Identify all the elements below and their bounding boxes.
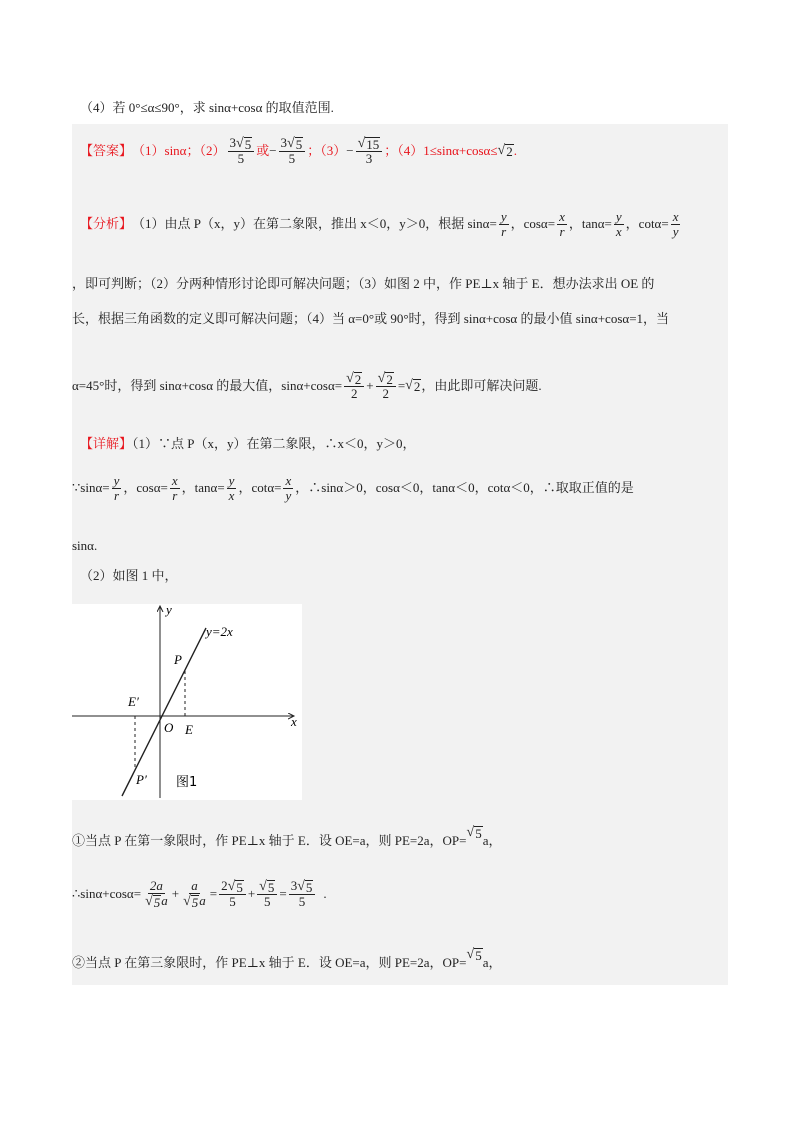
answer-part1: （1）sinα；（2） <box>132 143 226 158</box>
detail-line-4: （2）如图 1 中， <box>80 568 178 583</box>
case1-plus-2: + <box>247 886 256 901</box>
detail-cos: ，cosα= <box>123 480 168 495</box>
detail-line-2 <box>72 466 634 510</box>
frac-sin: $\frac{y}{r}$ <box>500 208 507 239</box>
equals-sign: = <box>397 378 406 393</box>
case1-line-1 <box>72 826 501 856</box>
analysis-text-4b: ，由此即可解决问题. <box>421 378 542 393</box>
answer-minus-2: − <box>346 143 354 158</box>
case1-plus-1: + <box>171 886 180 901</box>
answer-minus-1: − <box>269 143 277 158</box>
answer-or: 或 <box>256 143 270 158</box>
case1-eq-1: = <box>209 886 218 901</box>
case1-sum-label: ∴sinα+cosα= <box>72 886 142 901</box>
answer-end: . <box>513 143 517 158</box>
case1-eq-2: = <box>279 886 287 901</box>
case1-frac-4: √ 5 5 <box>257 879 277 909</box>
answer-label: 【答案】 <box>80 143 133 158</box>
case2-text: ②当点 P 在第三象限时，作 PE⊥x 轴于 E．设 OE=a，则 PE=2a，OP= <box>72 955 467 970</box>
plus-sign: + <box>366 378 374 393</box>
figure-1 <box>72 604 302 800</box>
frac-cot: $\frac{x}{y}$ <box>672 208 679 239</box>
detail-text-1: （1）∵点 P（x，y）在第二象限，∴x＜0，y＞0， <box>132 436 416 451</box>
frac-sqrt2-over-2-a: √ 2 2 <box>344 371 364 401</box>
detail-text-2b: ，∴sinα＞0，cosα＜0，tanα＜0，cotα＜0，∴取取正值的是 <box>295 480 634 495</box>
frac-tan: $\frac{y}{x}$ <box>615 208 622 239</box>
answer-fraction-1: 3 √ 5 5 <box>228 136 255 166</box>
answer-part4: ；（4）1≤sinα+cosα≤ <box>384 143 498 158</box>
answer-part3: ；（3） <box>307 143 347 158</box>
detail-frac-cot: $\frac{x}{y}$ <box>285 472 292 503</box>
label-p: P <box>174 652 182 667</box>
sqrt-2-result: √ 2 <box>405 378 421 394</box>
answer-sqrt-2: √ 2 <box>497 143 513 159</box>
detail-frac-tan: $\frac{y}{x}$ <box>228 472 235 503</box>
figure-caption: 图1 <box>176 775 198 790</box>
frac-sqrt2-over-2-b: √ 2 2 <box>376 371 396 401</box>
detail-frac-sin: $\frac{y}{r}$ <box>113 472 120 503</box>
case1-sqrt5: √ 5 <box>466 825 482 841</box>
case1-a: a， <box>482 833 502 848</box>
analysis-line-1 <box>80 204 682 244</box>
line-y-2x <box>122 628 206 796</box>
answer-fraction-2: 3 √ 5 5 <box>279 136 306 166</box>
answer-line <box>80 126 517 176</box>
detail-label: 【详解】 <box>80 436 133 451</box>
frac-cos: $\frac{x}{r}$ <box>559 208 565 239</box>
analysis-text-4: α=45°时，得到 sinα+cosα 的最大值，sinα+cosα= <box>72 378 343 393</box>
detail-line-1 <box>80 436 416 452</box>
label-p-prime: P′ <box>136 772 147 787</box>
detail-sin: ∵sinα= <box>72 480 110 495</box>
case1-line-2 <box>72 872 327 916</box>
label-x-axis: x <box>291 714 297 729</box>
analysis-text-1: （1）由点 P（x，y）在第二象限，推出 x＜0，y＞0，根据 sinα= <box>132 216 497 231</box>
case2-a: a， <box>482 955 502 970</box>
detail-frac-cos: $\frac{x}{r}$ <box>171 472 178 503</box>
detail-cot: ，cotα= <box>238 480 282 495</box>
analysis-line-4 <box>72 364 542 408</box>
label-y-axis: y <box>166 604 172 617</box>
case1-frac-3: 2 √ 5 5 <box>219 879 246 909</box>
detail-tan: ，tanα= <box>181 480 225 495</box>
question-4: （4）若 0°≤α≤90°，求 sinα+cosα 的取值范围. <box>80 100 334 115</box>
case1-dot: . <box>323 886 327 901</box>
case2-sqrt5: √ 5 <box>466 947 482 963</box>
case1-text: ①当点 P 在第一象限时，作 PE⊥x 轴于 E．设 OE=a，则 PE=2a，OP= <box>72 833 467 848</box>
case2-line-1 <box>72 948 501 978</box>
analysis-cos: ，cosα= <box>510 216 556 231</box>
label-line: y=2x <box>206 624 233 639</box>
answer-fraction-3: √ 15 3 <box>356 136 383 166</box>
case1-frac-2: a √ 5 a <box>183 878 206 910</box>
analysis-line-3: 长，根据三角函数的定义即可解决问题；（4）当 α=0°或 90°时，得到 sinα+cosα 的最小值 sinα+cosα=1，当 <box>72 311 670 326</box>
case1-frac-1: 2a √ 5 a <box>145 878 168 910</box>
analysis-line-2: ，即可判断；（2）分两种情形讨论即可解决问题；（3）如图 2 中，作 PE⊥x 轴于 E．想办法求出 OE 的 <box>72 276 655 291</box>
analysis-tan: ，tanα= <box>568 216 612 231</box>
case1-frac-5: 3 √ 5 5 <box>289 879 316 909</box>
label-e: E <box>185 722 193 737</box>
detail-line-3: sinα. <box>72 538 98 553</box>
figure-1-svg <box>72 604 302 800</box>
label-o: O <box>164 720 174 735</box>
analysis-cot: ，cotα= <box>625 216 669 231</box>
analysis-label: 【分析】 <box>80 216 133 231</box>
label-e-prime: E′ <box>128 694 139 709</box>
